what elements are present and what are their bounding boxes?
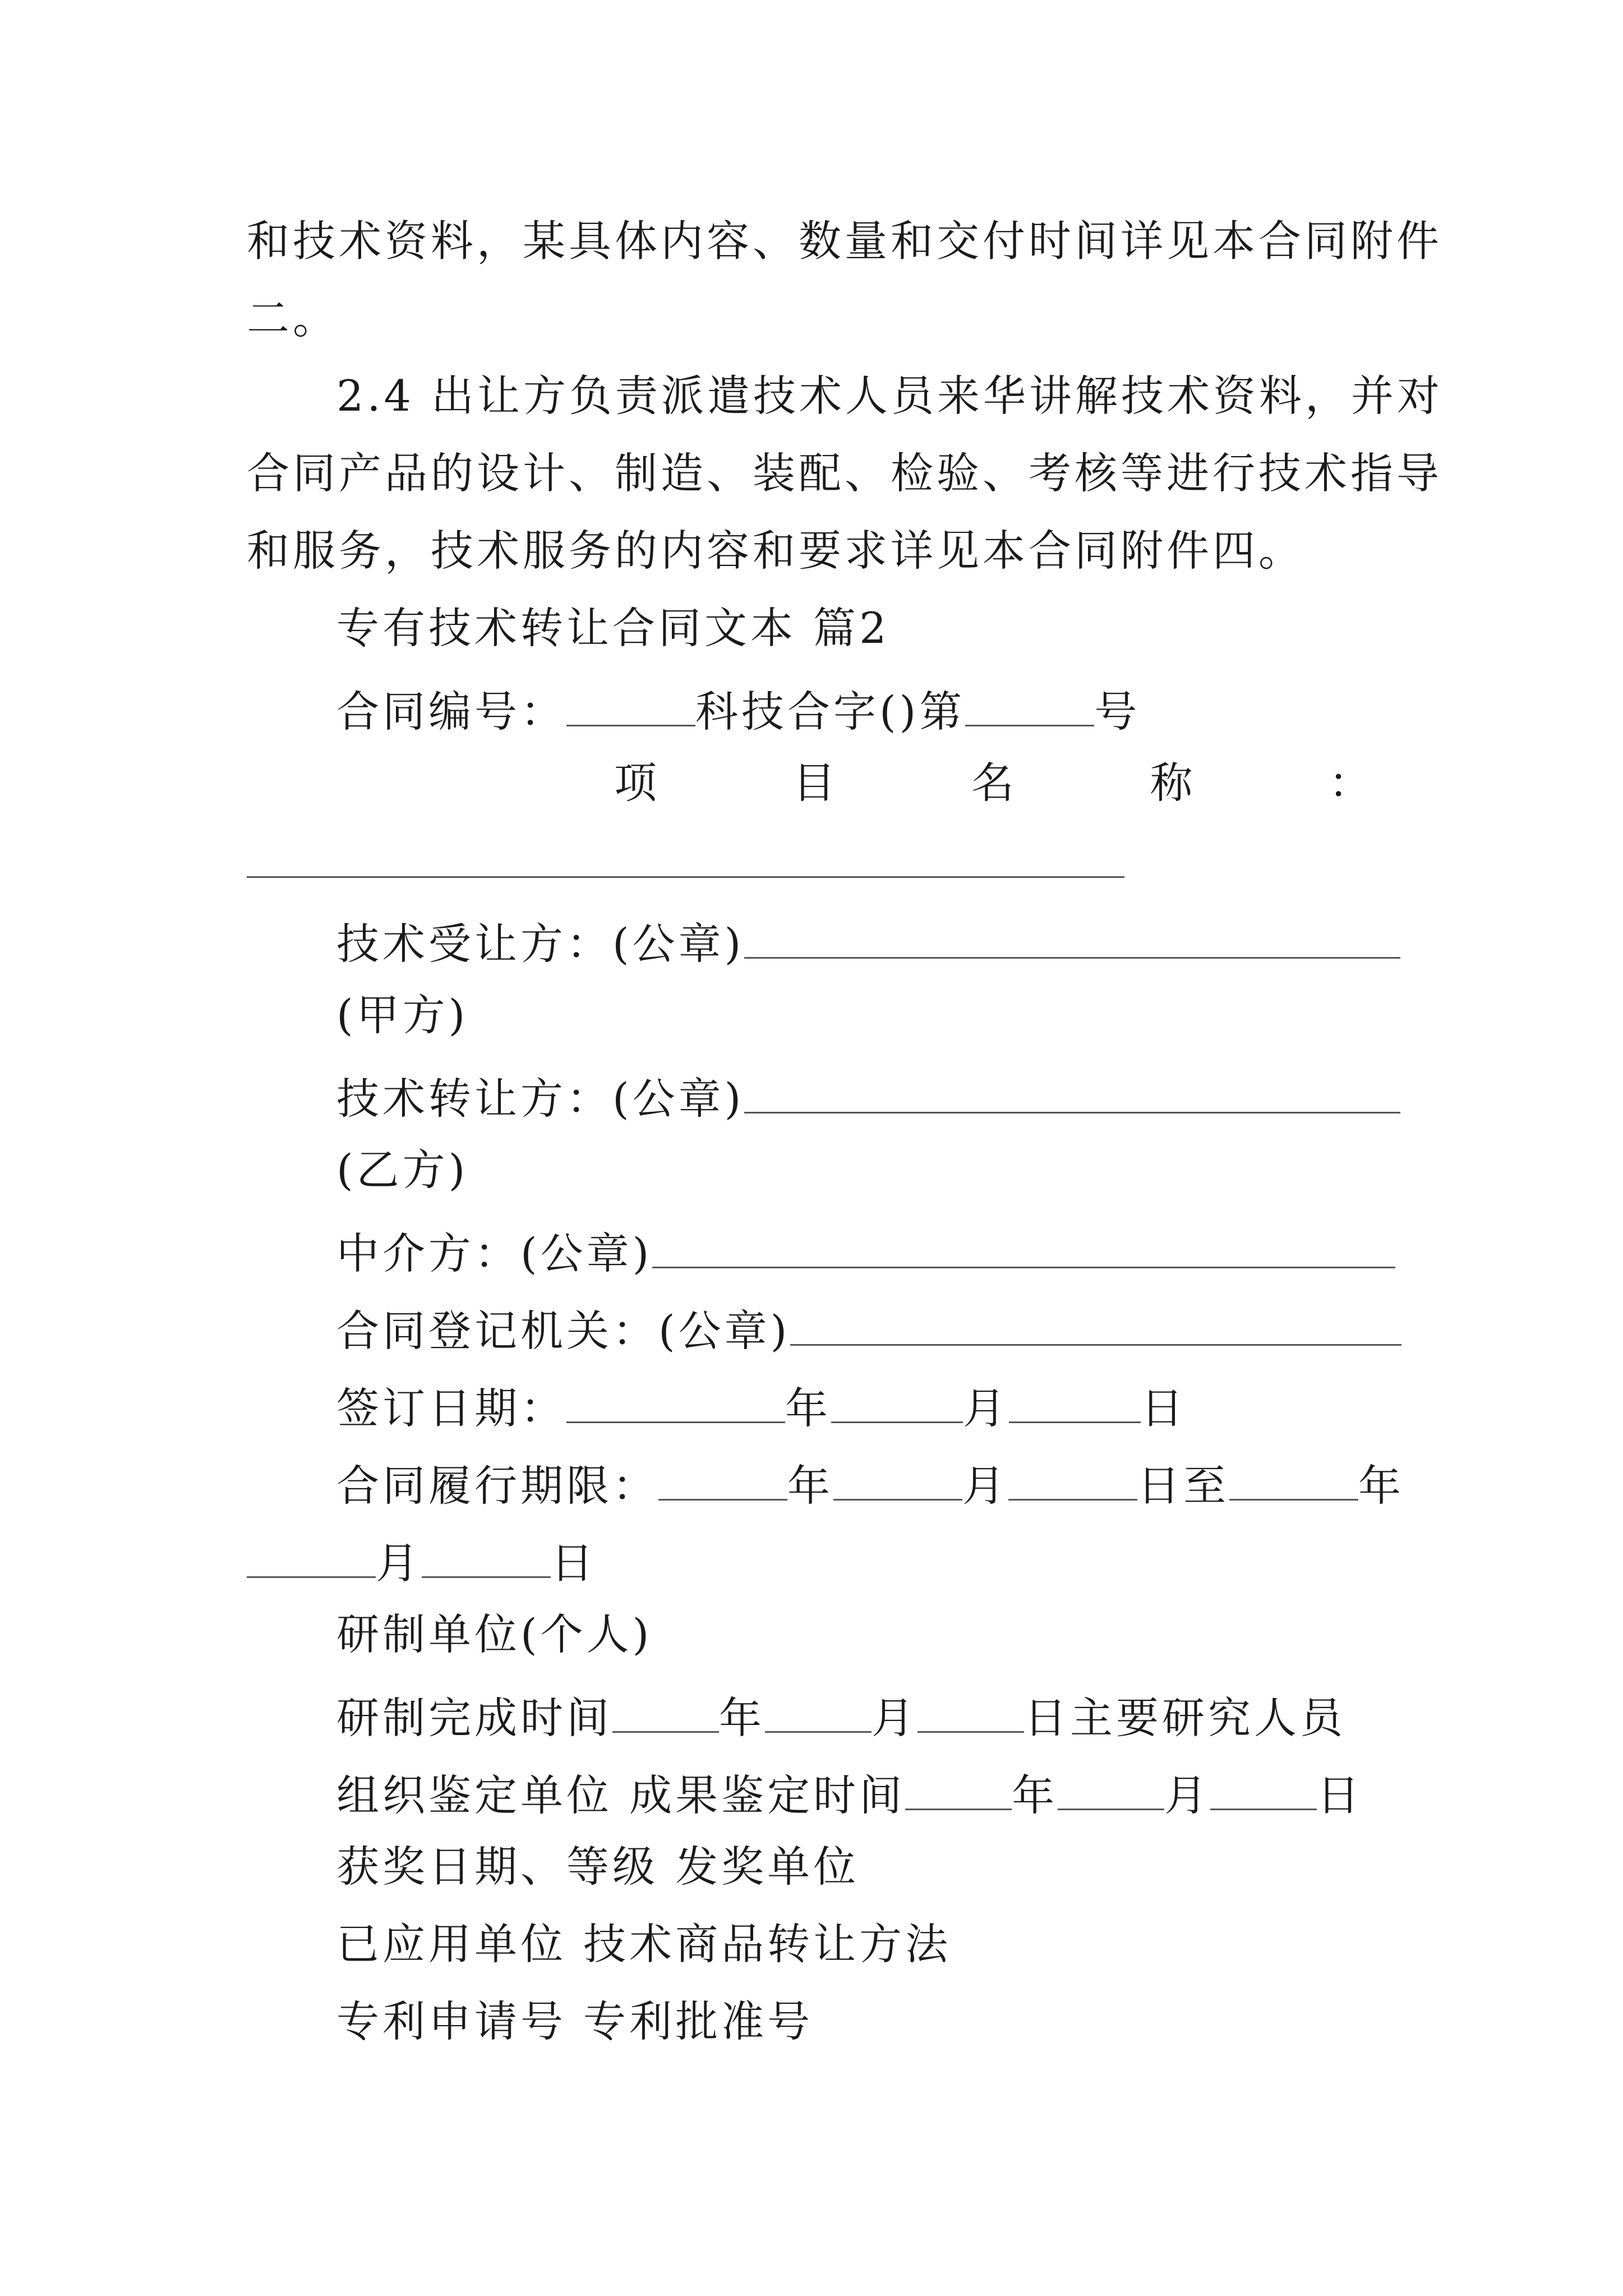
project-char: ： (1329, 758, 1371, 808)
applied-line: 已应用单位 技术商品转让方法 (336, 1919, 952, 1969)
main-researchers: 日主要研究人员 (1024, 1693, 1346, 1743)
sign-date-label: 签订日期： (336, 1383, 566, 1434)
sign-month-blank (831, 1381, 963, 1423)
month-char: 月 (1164, 1770, 1211, 1821)
year-char: 年 (787, 1461, 833, 1511)
registry-row (336, 1304, 1401, 1356)
transferee-label: 技术受让方：(公章) (336, 919, 745, 969)
dev-year-blank (612, 1691, 719, 1733)
term-end-month-blank (247, 1536, 376, 1578)
project-char: 名 (971, 758, 1014, 808)
day-char: 日 (1317, 1770, 1363, 1821)
transferee-blank (744, 917, 1400, 959)
term-end-year-blank (1229, 1458, 1358, 1501)
award-line: 获奖日期、等级 发奖单位 (336, 1842, 860, 1892)
dev-month-blank (765, 1691, 872, 1733)
contract-number-mid: 科技合字()第 (695, 687, 966, 737)
month-char: 月 (872, 1693, 917, 1743)
registry-blank (790, 1304, 1401, 1346)
dev-done-label: 研制完成时间 (336, 1693, 612, 1743)
appraisal-day-blank (1210, 1768, 1317, 1810)
term-label: 合同履行期限： (336, 1461, 658, 1511)
clause-line: 和服务，技术服务的内容和要求详见本合同附件四。 (247, 526, 1304, 576)
appraisal-month-blank (1058, 1768, 1164, 1810)
project-char: 目 (792, 758, 836, 808)
clause-line: 2.4 出让方负责派遣技术人员来华讲解技术资料，并对 (336, 371, 1444, 421)
project-name-blank (247, 876, 1124, 878)
transferor-label: 技术转让方：(公章) (336, 1074, 745, 1124)
appraisal-label: 组织鉴定单位 成果鉴定时间 (336, 1770, 906, 1821)
day-char: 日 (1141, 1383, 1187, 1434)
contract-number-blank-1 (566, 684, 695, 726)
patent-line: 专利申请号 专利批准号 (336, 1996, 814, 2046)
project-name-label (614, 758, 1371, 808)
appraisal-row (336, 1768, 1363, 1821)
sign-day-blank (1009, 1381, 1141, 1423)
year-char: 年 (1358, 1461, 1404, 1511)
clause-line: 合同产品的设计、制造、装配、检验、考核等进行技术指导 (247, 448, 1442, 498)
paragraph-line: 二。 (247, 293, 339, 343)
dev-unit: 研制单位(个人) (336, 1609, 653, 1659)
transferee-party: (甲方) (336, 990, 469, 1040)
term-start-month-blank (833, 1458, 962, 1501)
intermediary-row (336, 1226, 1395, 1279)
project-char: 称 (1150, 758, 1193, 808)
contract-number-blank-2 (965, 684, 1094, 726)
intermediary-label: 中介方：(公章) (336, 1228, 653, 1279)
day-to: 日至 (1137, 1461, 1229, 1511)
transferor-row (336, 1071, 1400, 1124)
dev-done-row (336, 1691, 1346, 1743)
intermediary-blank (652, 1226, 1395, 1268)
transferor-blank (744, 1071, 1400, 1114)
paragraph-line: 和技术资料，某具体内容、数量和交付时间详见本合同附件 (247, 216, 1442, 266)
term-start-year-blank (658, 1458, 787, 1501)
term-start-day-blank (1008, 1458, 1137, 1501)
appraisal-year-blank (905, 1768, 1012, 1810)
month-char: 月 (963, 1383, 1009, 1434)
month-char: 月 (376, 1538, 422, 1589)
year-char: 年 (1012, 1770, 1058, 1821)
month-char: 月 (962, 1461, 1008, 1511)
contract-number-label: 合同编号： (336, 687, 566, 737)
project-char: 项 (614, 758, 657, 808)
contract-number-row (336, 684, 1141, 737)
sign-year-blank (566, 1381, 785, 1423)
sign-date-row (336, 1381, 1187, 1434)
term-end-day-blank (422, 1536, 551, 1578)
contract-number-end: 号 (1094, 687, 1141, 737)
transferor-party: (乙方) (336, 1145, 469, 1195)
year-char: 年 (719, 1693, 765, 1743)
transferee-row (336, 917, 1400, 969)
registry-label: 合同登记机关：(公章) (336, 1306, 791, 1356)
year-char: 年 (785, 1383, 831, 1434)
section-heading: 专有技术转让合同文本 篇2 (336, 603, 890, 653)
day-char: 日 (551, 1538, 597, 1589)
term-row (336, 1458, 1404, 1511)
term-row-continued (247, 1536, 597, 1589)
dev-day-blank (917, 1691, 1024, 1733)
